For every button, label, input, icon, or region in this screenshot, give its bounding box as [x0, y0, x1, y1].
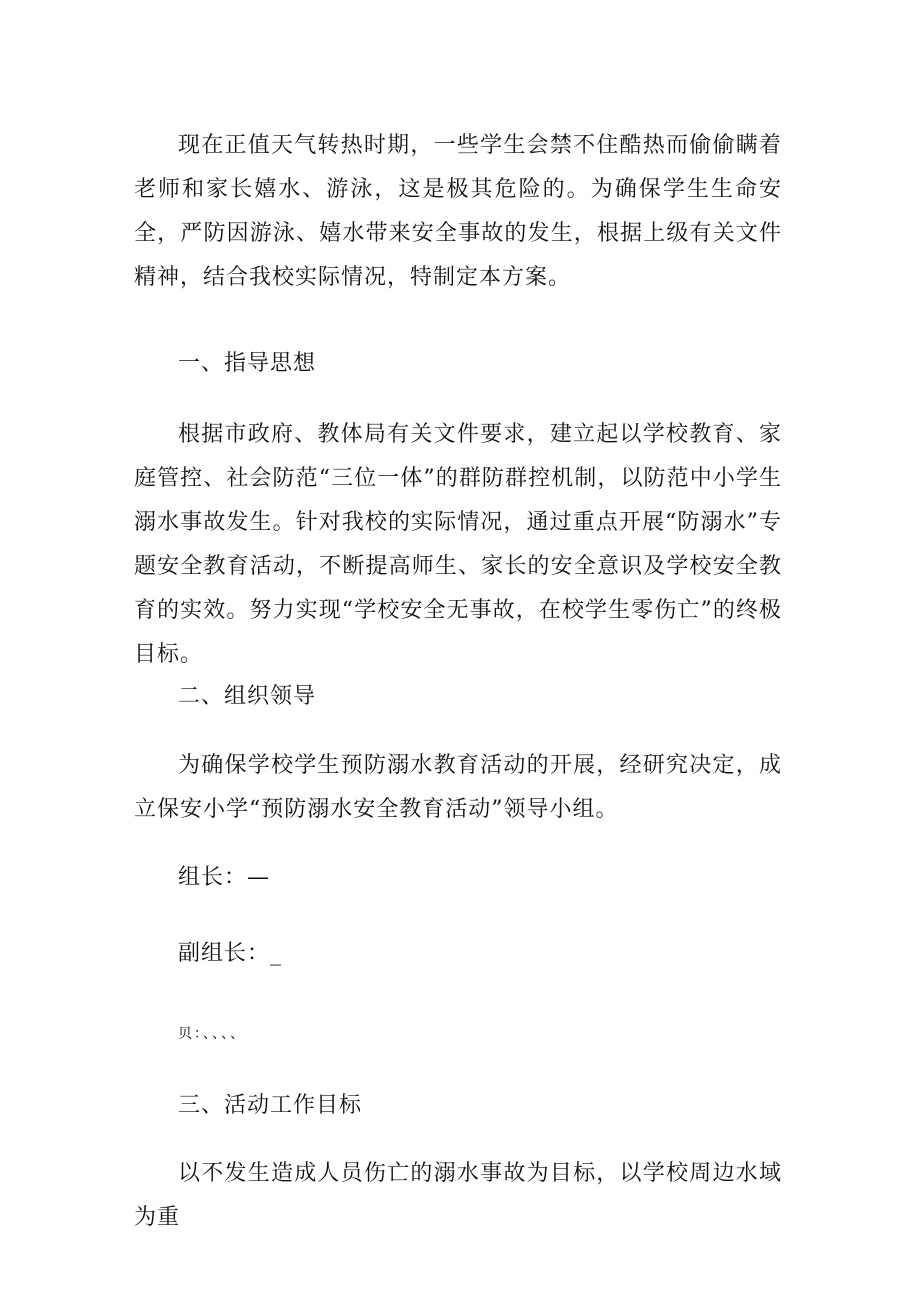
- heading-activity-goal: 三、活动工作目标: [178, 1093, 363, 1118]
- activity-goal-paragraph: 以不发生造成人员伤亡的溺水事故为目标，以学校周边水域为重: [134, 1161, 782, 1230]
- members-line: 贝：、、、、: [178, 1026, 246, 1042]
- heading-organization: 二、组织领导: [178, 684, 317, 709]
- deputy-leader-line: 副组长：_: [178, 941, 283, 966]
- leader-line: 组长：—: [178, 865, 271, 890]
- guiding-thought-paragraph: 根据市政府、教体局有关文件要求，建立起以学校教育、家庭管控、社会防范“三位一体”的群防群控机制，以防范中小学生溺水事故发生。针对我校的实际情况，通过重点开展“防溺水”专题安全教育活动，不断提高师生、家长的安全意识及学校安全教育的实效。努力实现“学校安全无事故，在校学生零伤亡”的终极目标。: [134, 422, 782, 667]
- organization-paragraph: 为确保学校学生预防溺水教育活动的开展，经研究决定，成立保安小学“预防溺水安全教育活动”领导小组。: [134, 753, 782, 822]
- heading-guiding-thought: 一、指导思想: [178, 351, 317, 376]
- intro-paragraph: 现在正值天气转热时期，一些学生会禁不住酷热而偷偷瞒着老师和家长嬉水、游泳，这是极其危险的。为确保学生生命安全，严防因游泳、嬉水带来安全事故的发生，根据上级有关文件精神，结合我校实际情况，特制定本方案。: [134, 133, 782, 290]
